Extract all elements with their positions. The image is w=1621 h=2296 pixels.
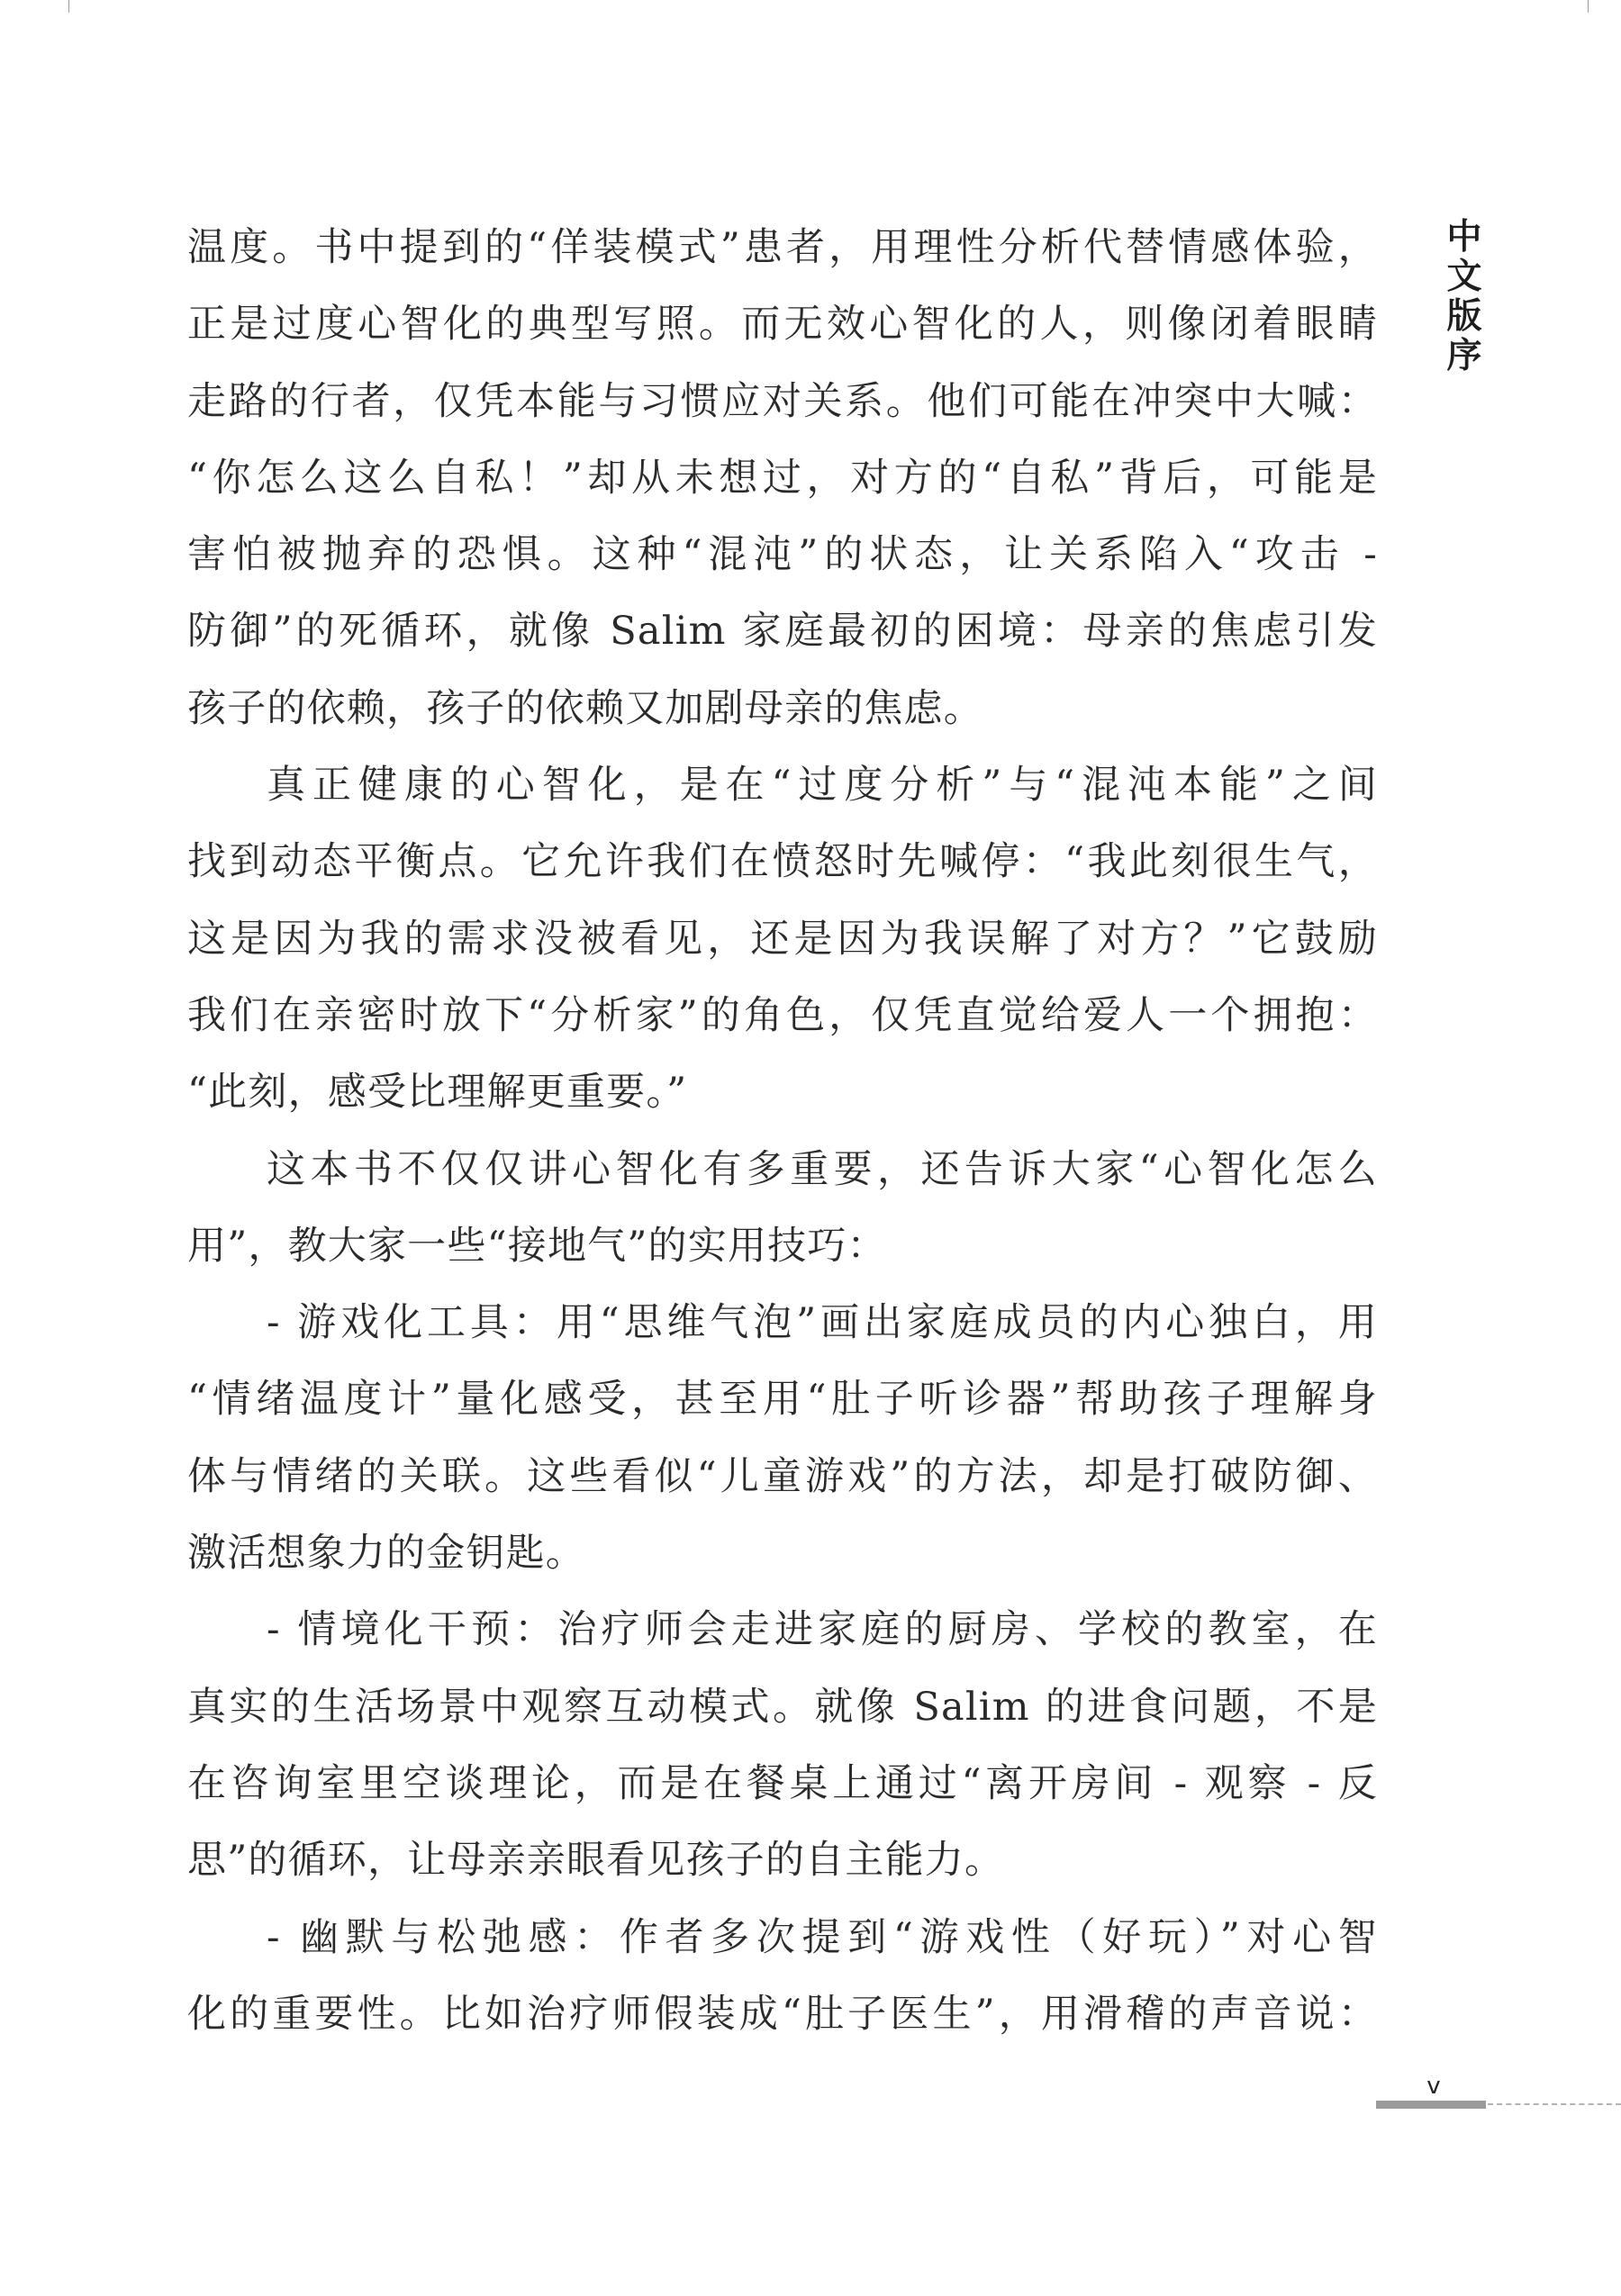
text-line: 在咨询室里空谈理论，而是在餐桌上通过“离开房间 - 观察 - 反 <box>187 1760 1378 1806</box>
crop-mark-right <box>1588 0 1589 13</box>
text-line: 真正健康的心智化，是在“过度分析”与“混沌本能”之间 <box>267 763 1378 809</box>
text-line: 温度。书中提到的“佯装模式”患者，用理性分析代替情感体验， <box>187 225 1378 270</box>
page-dashed-rule <box>1488 2103 1621 2105</box>
text-line: - 幽默与松弛感：作者多次提到“游戏性（好玩）”对心智 <box>267 1914 1378 1960</box>
text-line: 我们在亲密时放下“分析家”的角色，仅凭直觉给爱人一个拥抱： <box>187 992 1378 1038</box>
page-number: v <box>1426 2073 1441 2100</box>
text-line: 走路的行者，仅凭本能与习惯应对关系。他们可能在冲突中大喊： <box>187 378 1378 424</box>
text-line: “情绪温度计”量化感受，甚至用“肚子听诊器”帮助孩子理解身 <box>187 1377 1378 1423</box>
crop-mark-left <box>68 0 69 13</box>
text-line: - 游戏化工具：用“思维气泡”画出家庭成员的内心独白，用 <box>267 1300 1378 1346</box>
text-line: “你怎么这么自私！”却从未想过，对方的“自私”背后，可能是 <box>187 455 1378 501</box>
side-label-chinese-preface <box>1444 218 1485 376</box>
side-label-char: 版 <box>1446 296 1482 337</box>
text-line: 思”的循环，让母亲亲眼看见孩子的自主能力。 <box>187 1838 1005 1884</box>
text-line: 激活想象力的金钥匙。 <box>187 1531 585 1577</box>
text-line: - 情境化干预：治疗师会走进家庭的厨房、学校的教室，在 <box>267 1607 1378 1653</box>
text-line: 用”，教大家一些“接地气”的实用技巧： <box>187 1223 887 1269</box>
text-line: 找到动态平衡点。它允许我们在愤怒时先喊停：“我此刻很生气， <box>187 839 1378 885</box>
page-number-bar <box>1376 2101 1486 2109</box>
text-line: 防御”的死循环，就像 Salim 家庭最初的困境：母亲的焦虑引发 <box>187 609 1378 655</box>
text-line: 这是因为我的需求没被看见，还是因为我误解了对方？”它鼓励 <box>187 916 1378 962</box>
text-line: “此刻，感受比理解更重要。” <box>187 1070 688 1116</box>
text-line: 孩子的依赖，孩子的依赖又加剧母亲的焦虑。 <box>187 685 983 731</box>
side-label-char: 文 <box>1446 257 1482 297</box>
text-line: 正是过度心智化的典型写照。而无效心智化的人，则像闭着眼睛 <box>187 302 1378 348</box>
text-line: 化的重要性。比如治疗师假装成“肚子医生”，用滑稽的声音说： <box>187 1991 1378 2037</box>
side-label-char: 序 <box>1446 336 1482 376</box>
text-line: 这本书不仅仅讲心智化有多重要，还告诉大家“心智化怎么 <box>267 1146 1378 1192</box>
text-line: 体与情绪的关联。这些看似“儿童游戏”的方法，却是打破防御、 <box>187 1453 1378 1499</box>
text-line: 害怕被抛弃的恐惧。这种“混沌”的状态，让关系陷入“攻击 - <box>187 532 1378 578</box>
text-line: 真实的生活场景中观察互动模式。就像 Salim 的进食问题，不是 <box>187 1684 1378 1730</box>
side-label-char: 中 <box>1446 217 1482 258</box>
body-text <box>187 210 1378 2053</box>
